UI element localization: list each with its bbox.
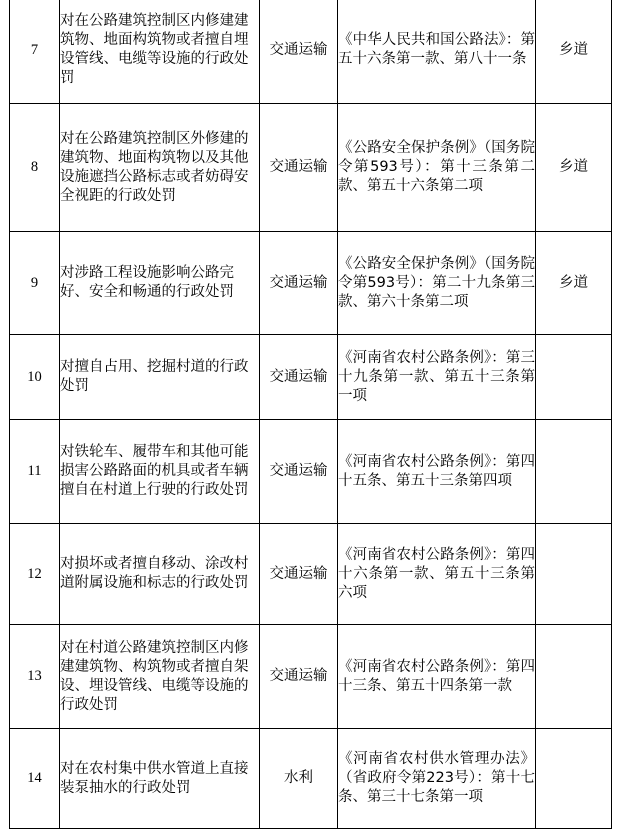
- penalty-item: 对在公路建筑控制区外修建的建筑物、地面构筑物以及其他设施遮挡公路标志或者妨碍安全视距的行政处罚: [60, 104, 260, 232]
- department: 交通运输: [260, 104, 338, 232]
- penalty-item: 对涉路工程设施影响公路完好、安全和畅通的行政处罚: [60, 232, 260, 335]
- department: 水利: [260, 729, 338, 829]
- road-level: 乡道: [536, 104, 612, 232]
- penalty-item: 对铁轮车、履带车和其他可能损害公路路面的机具或者车辆擅自在村道上行驶的行政处罚: [60, 420, 260, 524]
- table-row: [10, 729, 612, 829]
- legal-basis: 《中华人民共和国公路法》：第五十六条第一款、第八十一条: [338, 0, 536, 104]
- table-row: [10, 104, 612, 232]
- row-number: 14: [10, 729, 60, 829]
- row-number: 13: [10, 625, 60, 729]
- row-number: 7: [10, 0, 60, 104]
- penalty-item: 对在农村集中供水管道上直接装泵抽水的行政处罚: [60, 729, 260, 829]
- table-row: [10, 335, 612, 420]
- legal-basis: 《河南省农村公路条例》：第四十五条、第五十三条第四项: [338, 420, 536, 524]
- table-row: [10, 0, 612, 104]
- penalty-item: 对擅自占用、挖掘村道的行政处罚: [60, 335, 260, 420]
- row-number: 12: [10, 524, 60, 625]
- penalty-item: 对在村道公路建筑控制区内修建建筑物、构筑物或者擅自架设、埋设管线、电缆等设施的行政处罚: [60, 625, 260, 729]
- table-row: [10, 232, 612, 335]
- road-level: [536, 625, 612, 729]
- road-level: [536, 524, 612, 625]
- row-number: 11: [10, 420, 60, 524]
- legal-basis: 《河南省农村公路条例》：第四十三条、第五十四条第一款: [338, 625, 536, 729]
- department: 交通运输: [260, 232, 338, 335]
- legal-basis: 《河南省农村公路条例》：第四十六条第一款、第五十三条第六项: [338, 524, 536, 625]
- department: 交通运输: [260, 524, 338, 625]
- penalty-item: 对损坏或者擅自移动、涂改村道附属设施和标志的行政处罚: [60, 524, 260, 625]
- road-level: 乡道: [536, 0, 612, 104]
- road-level: [536, 420, 612, 524]
- department: 交通运输: [260, 420, 338, 524]
- legal-basis: 《公路安全保护条例》（国务院令第593号）：第十三条第二款、第五十六条第二项: [338, 104, 536, 232]
- road-level: [536, 729, 612, 829]
- legal-basis: 《公路安全保护条例》（国务院令第593号）：第二十九条第三款、第六十条第二项: [338, 232, 536, 335]
- penalty-items-table: [9, 0, 612, 829]
- department: 交通运输: [260, 0, 338, 104]
- legal-basis: 《河南省农村公路条例》：第三十九条第一款、第五十三条第一项: [338, 335, 536, 420]
- row-number: 9: [10, 232, 60, 335]
- row-number: 10: [10, 335, 60, 420]
- department: 交通运输: [260, 335, 338, 420]
- department: 交通运输: [260, 625, 338, 729]
- road-level: [536, 335, 612, 420]
- penalty-item: 对在公路建筑控制区内修建建筑物、地面构筑物或者擅自埋设管线、电缆等设施的行政处罚: [60, 0, 260, 104]
- table-row: [10, 625, 612, 729]
- road-level: 乡道: [536, 232, 612, 335]
- legal-basis: 《河南省农村供水管理办法》（省政府令第223号）：第十七条、第三十七条第一项: [338, 729, 536, 829]
- table-row: [10, 420, 612, 524]
- table-row: [10, 524, 612, 625]
- row-number: 8: [10, 104, 60, 232]
